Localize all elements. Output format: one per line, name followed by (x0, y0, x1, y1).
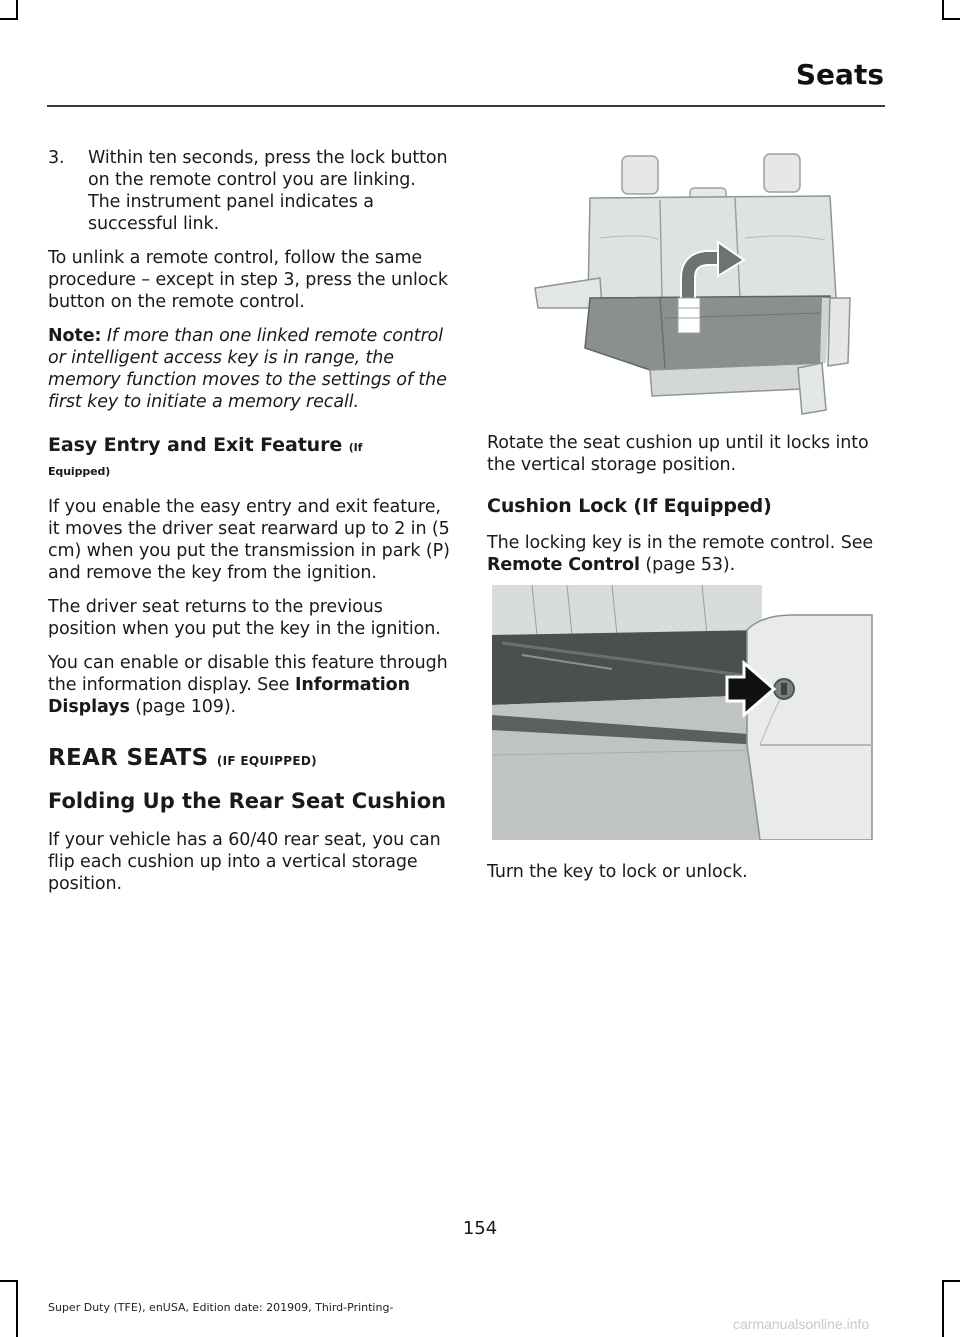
unlink-paragraph: To unlink a remote control, follow the same procedure – except in step 3, press the unlock button on the remote control. (48, 248, 448, 312)
rotate-paragraph: Rotate the seat cushion up until it locks into the vertical storage position. (487, 433, 869, 475)
remote-control-link[interactable]: Remote Control (487, 555, 640, 575)
step-3 (48, 147, 450, 235)
folding-heading: Folding Up the Rear Seat Cushion (48, 789, 447, 813)
step-text: Within ten seconds, press the lock button on the remote control you are linking. The instrument panel indicates a successful link. (88, 148, 448, 234)
note-label: Note: (48, 326, 102, 346)
crop-mark (16, 0, 18, 20)
easy-entry-heading (48, 433, 450, 482)
header-divider (47, 105, 885, 107)
page-title: Seats (795, 58, 884, 91)
turn-key-paragraph: Turn the key to lock or unlock. (487, 862, 748, 882)
folding-paragraph: If your vehicle has a 60/40 rear seat, you can flip each cushion up into a vertical storage position. (48, 830, 441, 894)
watermark: carmanualsonline.info (733, 1316, 870, 1332)
cushion-lock-text: The locking key is in the remote control. See (487, 533, 874, 553)
rear-seats-heading (48, 744, 450, 775)
note-text: If more than one linked remote control or intelligent access key is in range, the memory function moves to the settings of the first key to initiate a memory recall. (48, 326, 447, 412)
information-displays-link[interactable]: Information Displays (48, 675, 410, 717)
rear-seats-title: REAR SEATS (48, 745, 209, 771)
crop-mark (0, 18, 18, 20)
right-column (487, 432, 887, 588)
crop-mark (0, 1280, 18, 1282)
cushion-lock-page: (page 53). (645, 555, 736, 575)
note-paragraph (48, 325, 450, 413)
cushion-lock-illustration (492, 585, 876, 840)
easy-entry-paragraph-2: The driver seat returns to the previous position when you put the key in the ignition. (48, 597, 441, 639)
cushion-lock-heading: Cushion Lock (If Equipped) (487, 495, 772, 517)
easy-entry-paragraph-3 (48, 652, 450, 718)
crop-mark (942, 1280, 944, 1337)
crop-mark (16, 1280, 18, 1337)
crop-mark (942, 0, 944, 20)
rear-seat-illustration (530, 148, 880, 418)
easy-entry-tag-2: Equipped) (48, 465, 111, 478)
footer-edition: Super Duty (TFE), enUSA, Edition date: 201909, Third-Printing- (48, 1301, 394, 1314)
cushion-lock-paragraph (487, 532, 887, 576)
page-number: 154 (462, 1218, 498, 1239)
right-column-bottom (487, 861, 887, 895)
left-column (48, 147, 450, 907)
easy-entry-p3-text: You can enable or disable this feature through the information display. See (48, 653, 448, 695)
crop-mark (942, 1280, 960, 1282)
crop-mark (942, 18, 960, 20)
easy-entry-p3-page: (page 109). (135, 697, 237, 717)
easy-entry-tag: (If (348, 441, 363, 454)
step-number: 3. (48, 148, 65, 168)
easy-entry-title: Easy Entry and Exit Feature (48, 434, 343, 456)
easy-entry-paragraph-1: If you enable the easy entry and exit feature, it moves the driver seat rearward up to 2 in (5 cm) when you put the transmission in park (P) and remove the key from the ignition. (48, 497, 450, 583)
rear-seats-tag: (IF EQUIPPED) (216, 754, 317, 768)
